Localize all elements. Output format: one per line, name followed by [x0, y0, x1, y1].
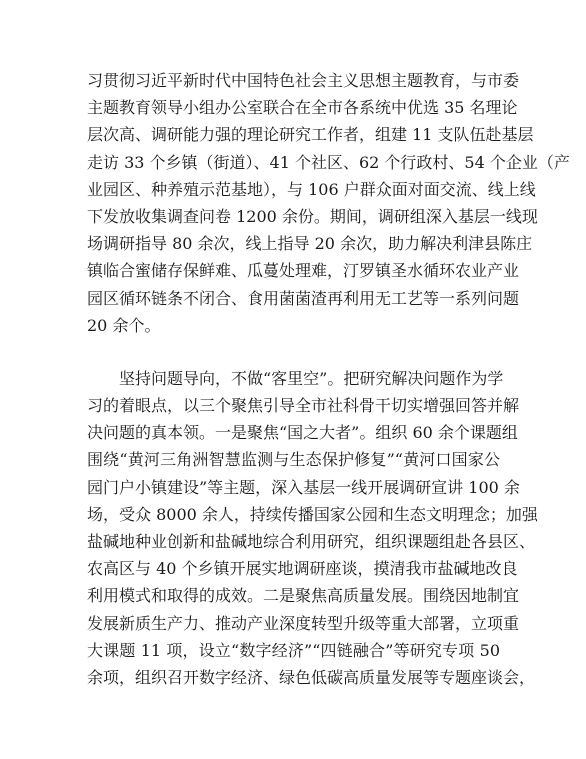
text-line: 场，受众 8000 余人，持续传播国家公园和生态文明理念；加强 [87, 504, 538, 524]
paragraph-2 [87, 365, 538, 691]
text-line: 20 余个。 [87, 315, 161, 335]
text-line: 层次高、调研能力强的理论研究工作者，组建 11 支队伍赴基层 [87, 125, 534, 145]
text-line: 主题教育领导小组办公室联合在全市各系统中优选 35 名理论 [87, 98, 518, 118]
text-line: 利用模式和取得的成效。二是聚焦高质量发展。围绕因地制宜 [87, 586, 520, 606]
text-line: 园区循环链条不闭合、食用菌菌渣再利用无工艺等一系列问题 [87, 288, 520, 308]
text-line: 农高区与 40 个乡镇开展实地调研座谈，摸清我市盐碱地改良 [87, 559, 518, 579]
text-line: 下发放收集调查问卷 1200 余份。期间，调研组深入基层一线现 [87, 206, 538, 226]
text-line: 走访 33 个乡镇（街道）、41 个社区、62 个行政村、54 个企业（产 [87, 152, 570, 172]
paragraph-spacer [87, 339, 500, 365]
paragraph-1 [87, 67, 570, 339]
text-line: 坚持问题导向，不做“客里空”。把研究解决问题作为学 [119, 368, 504, 388]
text-line: 盐碱地种业创新和盐碱地综合利用研究，组织课题组赴各县区、 [87, 532, 536, 551]
document-body [87, 67, 570, 691]
text-line: 场调研指导 80 余次，线上指导 20 余次，助力解决利津县陈庄 [87, 234, 533, 254]
text-line: 发展新质生产力、推动产业深度转型升级等重大部署，立项重 [87, 613, 520, 633]
text-line: 围绕“黄河三角洲智慧监测与生态保护修复”“黄河口国家公 [87, 450, 500, 470]
text-line: 大课题 11 项，设立“数字经济”“四链融合”等研究专项 50 [87, 640, 500, 660]
text-line: 镇临合蜜储存保鲜难、瓜蔓处理难，汀罗镇圣水循环农业产业 [87, 261, 520, 281]
text-line: 余项，组织召开数字经济、绿色低碳高质量发展等专题座谈会， [87, 667, 536, 687]
text-line: 业园区、种养殖示范基地），与 106 户群众面对面交流、线上线 [87, 179, 536, 199]
text-line: 决问题的真本领。一是聚焦“国之大者”。组织 60 余个课题组 [87, 423, 518, 443]
text-line: 习的着眼点，以三个聚焦引导全市社科骨干切实增强回答并解 [87, 396, 520, 416]
text-line: 习贯彻习近平新时代中国特色社会主义思想主题教育，与市委 [87, 71, 520, 90]
text-line: 园门户小镇建设”等主题，深入基层一线开展调研宣讲 100 余 [87, 477, 520, 497]
